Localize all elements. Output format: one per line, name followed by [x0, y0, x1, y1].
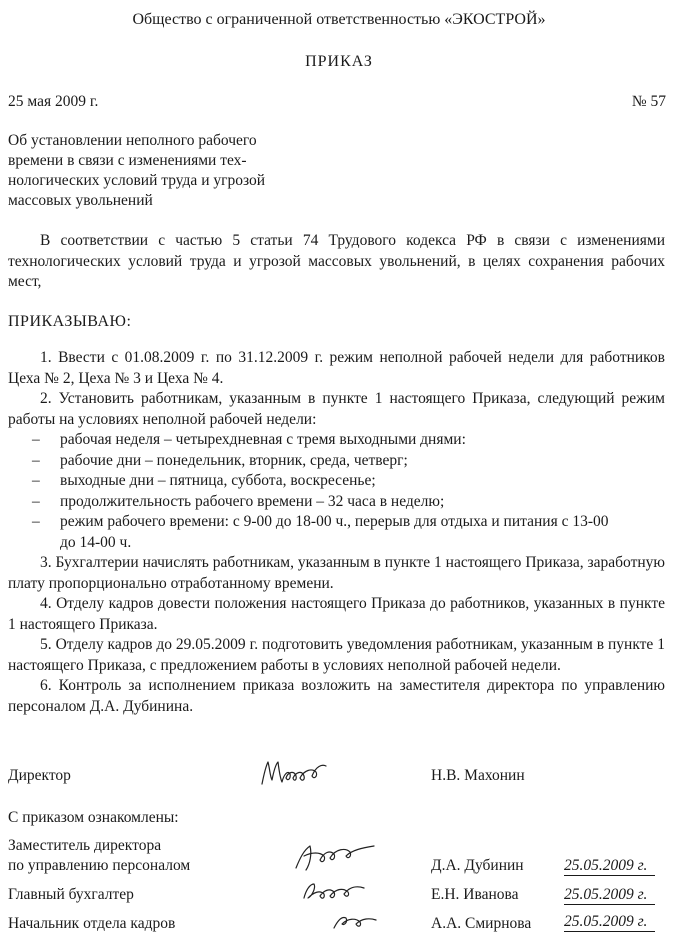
ack-date: 25.05.2009 г.	[564, 913, 655, 932]
order-item-4: 4. Отделу кадров довести положения настоящего Приказа до работников, указанных в пункте 1 настоящего Приказа.	[8, 595, 665, 633]
ack-position: Начальник отдела кадров	[8, 915, 176, 932]
signature-icon	[290, 838, 380, 878]
ack-position: по управлению персоналом	[8, 857, 191, 874]
document-date: 25 мая 2009 г.	[8, 93, 99, 110]
order-item-3: 3. Бухгалтерии начислять работникам, указанным в пункте 1 настоящего Приказа, заработную плату пропорционально отработанному времени.	[8, 554, 665, 592]
subject-line: массовых увольнений	[8, 192, 153, 209]
order-item-2: 2. Установить работникам, указанным в пункте 1 настоящего Приказа, следующий режим работы на условиях неполной рабочей недели:	[8, 390, 665, 428]
dash-marker: –	[32, 492, 40, 510]
dash-item-text: рабочие дни – понедельник, вторник, среда, четверг;	[60, 451, 408, 469]
preamble: В соответствии с частью 5 статьи 74 Трудового кодекса РФ в связи с изменениями технологических условий труда и угрозой массовых увольнений, в целях сохранения рабочих мест,	[8, 232, 665, 290]
dash-marker: –	[32, 472, 40, 489]
director-signature-icon	[258, 756, 328, 790]
ack-date: 25.05.2009 г.	[564, 857, 655, 876]
signature-icon	[298, 876, 368, 906]
dash-item-text: режим рабочего времени: с 9-00 до 18-00 ч., перерыв для отдыха и питания с 13-00	[60, 513, 609, 530]
dash-item-text: выходные дни – пятница, суббота, воскресенье;	[60, 472, 376, 489]
order-items	[8, 348, 665, 717]
acknowledged-heading: С приказом ознакомлены:	[8, 809, 179, 826]
dash-marker: –	[32, 451, 40, 469]
document-title: ПРИКАЗ	[305, 53, 373, 70]
ack-position: Заместитель директора	[8, 837, 162, 854]
dash-item-continuation: до 14-00 ч.	[60, 533, 132, 551]
order-subject	[8, 131, 308, 211]
order-word: ПРИКАЗЫВАЮ:	[8, 313, 132, 330]
director-name: Н.В. Махонин	[431, 767, 525, 784]
subject-line: времени в связи с изменениями тех-	[8, 152, 247, 169]
ack-date: 25.05.2009 г.	[564, 886, 655, 905]
order-item-1: 1. Ввести с 01.08.2009 г. по 31.12.2009 г. режим неполной рабочей недели для работников Цеха № 2, Цеха № 3 и Цеха № 4.	[8, 349, 665, 387]
director-title: Директор	[8, 767, 71, 784]
ack-name: А.А. Смирнова	[431, 915, 532, 932]
ack-position: Главный бухгалтер	[8, 886, 134, 903]
dash-item	[8, 471, 665, 492]
dash-item	[8, 430, 665, 451]
order-item-6: 6. Контроль за исполнением приказа возложить на заместителя директора по управлению персоналом Д.А. Дубинина.	[8, 677, 665, 715]
dash-marker: –	[32, 513, 40, 530]
ack-name: Д.А. Дубинин	[431, 857, 524, 874]
ack-name: Е.Н. Иванова	[431, 886, 519, 903]
dash-item	[8, 451, 665, 472]
dash-item	[8, 492, 665, 513]
document-number: № 57	[631, 93, 666, 110]
dash-marker: –	[32, 431, 40, 448]
subject-line: Об установлении неполного рабочего	[8, 132, 257, 149]
subject-line: нологических условий труда и угрозой	[8, 172, 266, 189]
dash-item-text: продолжительность рабочего времени – 32 часа в неделю;	[60, 492, 445, 510]
dash-item	[8, 512, 665, 533]
organization-name: Общество с ограниченной ответственностью «ЭКОСТРОЙ»	[132, 11, 546, 28]
order-item-5: 5. Отделу кадров до 29.05.2009 г. подготовить уведомления работникам, указанным в пункте 1 настоящего Приказа, с предложением работы в условиях неполной рабочей недели.	[8, 636, 665, 674]
dash-item-text: рабочая неделя – четырехдневная с тремя выходными днями:	[60, 431, 466, 448]
signature-icon	[330, 910, 380, 934]
